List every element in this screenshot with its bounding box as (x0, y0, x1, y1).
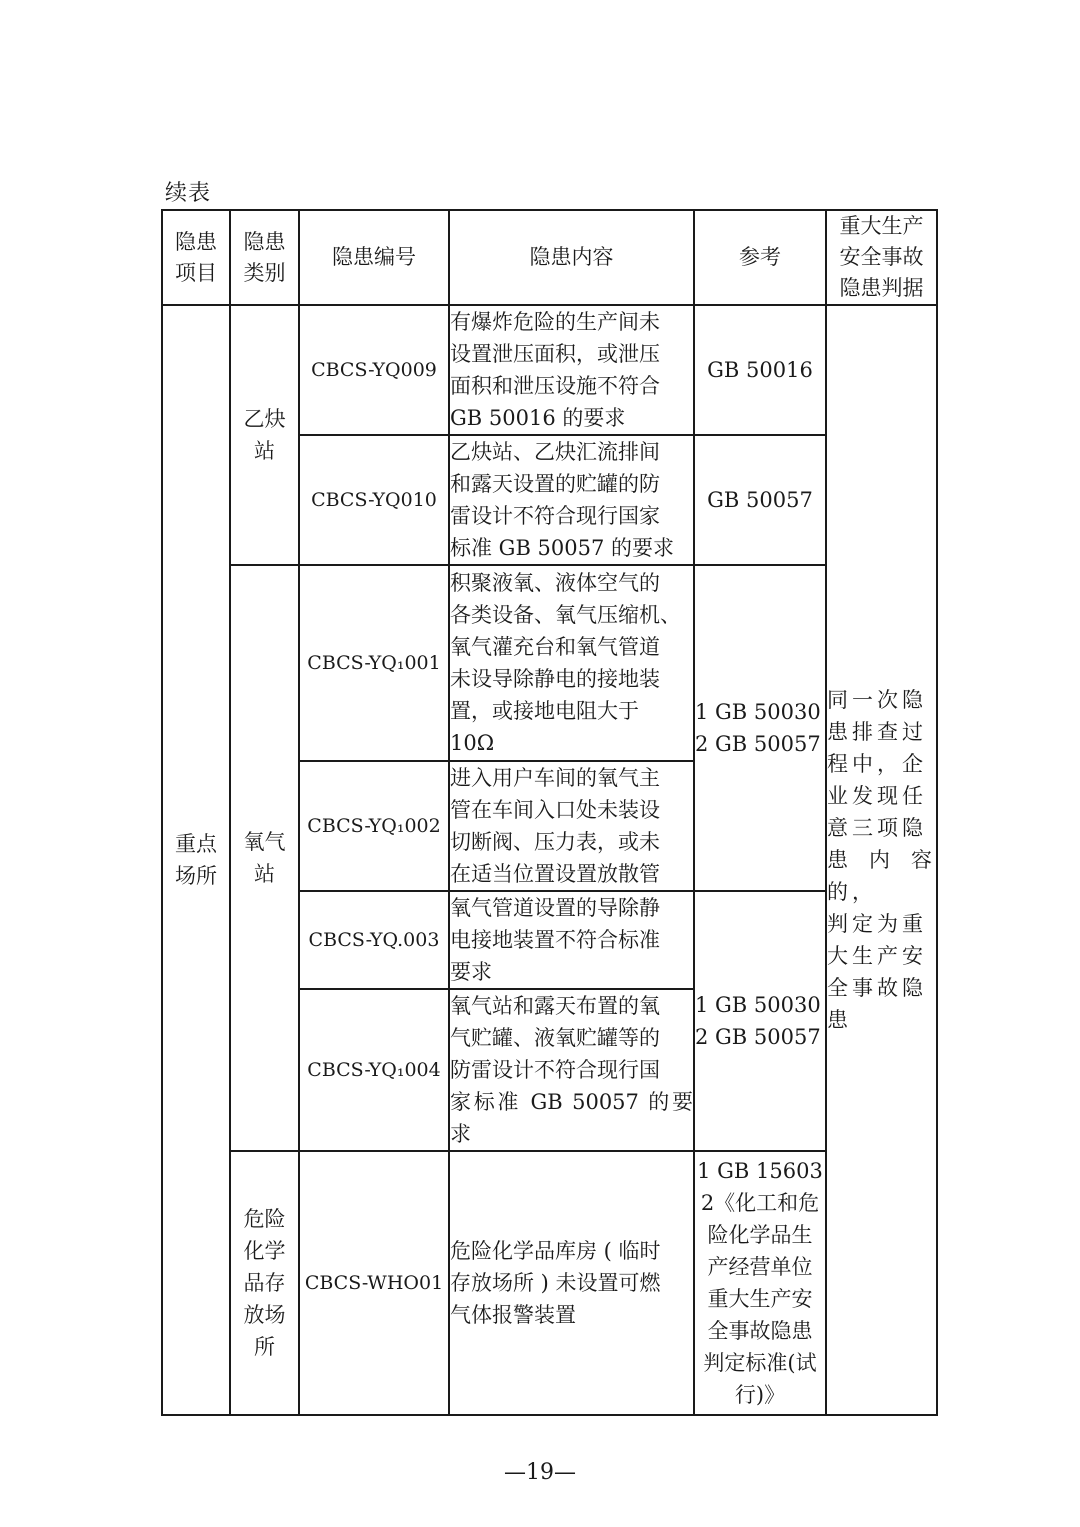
header-item-line: 隐患 (175, 229, 217, 254)
basis-line: 患内容的， (827, 848, 936, 904)
basis-line: 判定为重 (827, 912, 927, 936)
table-row (162, 305, 937, 435)
table-row (162, 1151, 937, 1415)
header-item (162, 210, 230, 305)
category-line: 所 (254, 1335, 275, 1359)
header-category-line: 隐患 (243, 229, 286, 254)
item-label-line: 场所 (175, 864, 217, 888)
table-caption: 续表 (165, 181, 212, 206)
content-line: 有爆炸危险的生产间未 (450, 310, 660, 334)
basis-line: 程中，企 (827, 752, 927, 776)
content-line: 防雷设计不符合现行国 (450, 1058, 660, 1082)
code-cell: CBCS-YQ.003 (299, 891, 449, 989)
basis-line: 同一次隐 (827, 688, 927, 712)
header-row (162, 210, 937, 305)
content-cell (449, 1151, 694, 1415)
header-reference: 参考 (694, 210, 826, 305)
reference-line: 行)》 (734, 1383, 786, 1407)
reference-line: 2 GB 50057 (695, 732, 821, 756)
basis-line: 患排查过 (827, 720, 927, 744)
basis-line: 患 (827, 1008, 852, 1032)
content-line: 各类设备、氧气压缩机、 (450, 603, 681, 627)
content-line: 面积和泄压设施不符合 (450, 374, 660, 398)
category-cell-acetylene (230, 305, 299, 565)
content-line: 进入用户车间的氧气主 (450, 766, 660, 790)
content-line: 10Ω (450, 731, 495, 755)
category-line: 站 (254, 862, 275, 886)
content-line: 气贮罐、液氧贮罐等的 (450, 1026, 660, 1050)
code-cell: CBCS-WHO01 (299, 1151, 449, 1415)
reference-cell: GB 50016 (694, 305, 826, 435)
reference-cell-hazchem (694, 1151, 826, 1415)
category-line: 化学 (243, 1239, 286, 1263)
content-line: 乙炔站、乙炔汇流排间 (450, 440, 660, 464)
code-cell: CBCS-YQ₁004 (299, 989, 449, 1151)
content-cell (449, 305, 694, 435)
content-line: 氧气灌充台和氧气管道 (450, 635, 660, 659)
reference-cell-group-a (694, 565, 826, 891)
header-content: 隐患内容 (449, 210, 694, 305)
content-line: 积聚液氧、液体空气的 (450, 571, 660, 595)
header-category (230, 210, 299, 305)
reference-cell: GB 50057 (694, 435, 826, 565)
content-line: 置，或接地电阻大于 (450, 699, 639, 723)
content-cell (449, 565, 694, 761)
item-cell (162, 305, 230, 1415)
content-line: 设置泄压面积，或泄压 (450, 342, 660, 366)
reference-line: 产经营单位 (707, 1255, 813, 1279)
content-line: 危险化学品库房 ( 临时 (450, 1239, 661, 1263)
content-cell (449, 891, 694, 989)
header-item-line: 项目 (175, 260, 217, 285)
content-line: 氧气站和露天布置的氧 (450, 994, 660, 1018)
page-number: —19— (504, 1460, 576, 1485)
basis-line: 意三项隐 (827, 816, 927, 840)
content-line: 要求 (450, 960, 492, 984)
content-line: 标准 GB 50057 的要求 (450, 536, 675, 560)
content-line: 氧气管道设置的导除静 (450, 896, 660, 920)
hazard-table (161, 209, 938, 1416)
content-cell (449, 989, 694, 1151)
header-basis-line: 隐患判据 (839, 276, 924, 300)
code-cell: CBCS-YQ₁002 (299, 761, 449, 891)
reference-line: 重大生产安 (707, 1287, 813, 1311)
header-code: 隐患编号 (299, 210, 449, 305)
code-cell: CBCS-YQ010 (299, 435, 449, 565)
category-line: 危险 (243, 1207, 286, 1231)
category-cell-oxygen (230, 565, 299, 1151)
header-category-line: 类别 (243, 260, 286, 285)
category-line: 站 (254, 439, 275, 463)
content-line: GB 50016 的要求 (450, 406, 626, 430)
reference-line: 2《化工和危 (700, 1191, 820, 1215)
content-line: 在适当位置设置放散管 (450, 862, 660, 886)
reference-line: 1 GB 50030 (695, 993, 821, 1017)
item-label-line: 重点 (175, 832, 217, 856)
category-line: 氧气 (243, 830, 286, 854)
basis-line: 全事故隐 (827, 976, 927, 1000)
category-line: 品存 (243, 1271, 286, 1295)
reference-line: 2 GB 50057 (695, 1025, 821, 1049)
basis-line: 业发现任 (827, 784, 927, 808)
content-line: 管在车间入口处未装设 (450, 798, 660, 822)
code-cell: CBCS-YQ₁001 (299, 565, 449, 761)
content-line: 气体报警装置 (450, 1303, 576, 1327)
reference-line: 判定标准(试 (703, 1351, 817, 1375)
header-basis-line: 安全事故 (839, 245, 924, 269)
content-line: 未设导除静电的接地装 (450, 667, 660, 691)
reference-line: 险化学品生 (707, 1223, 813, 1247)
basis-line: 大生产安 (827, 944, 927, 968)
content-cell (449, 761, 694, 891)
table-row (162, 565, 937, 761)
content-line: 电接地装置不符合标准 (450, 928, 660, 952)
header-basis (826, 210, 937, 305)
content-line: 存放场所 ) 未设置可燃 (450, 1271, 661, 1295)
code-cell: CBCS-YQ009 (299, 305, 449, 435)
content-cell (449, 435, 694, 565)
reference-line: 1 GB 15603 (697, 1159, 823, 1183)
reference-cell-group-b (694, 891, 826, 1151)
category-line: 乙炔 (243, 407, 286, 431)
category-cell-hazchem (230, 1151, 299, 1415)
content-line: 家标准 GB 50057 的要求 (450, 1090, 693, 1146)
basis-cell (826, 305, 937, 1415)
reference-line: 全事故隐患 (707, 1319, 813, 1343)
content-line: 雷设计不符合现行国家 (450, 504, 660, 528)
header-basis-line: 重大生产 (839, 214, 924, 238)
reference-line: 1 GB 50030 (695, 700, 821, 724)
category-line: 放场 (243, 1303, 286, 1327)
content-line: 和露天设置的贮罐的防 (450, 472, 660, 496)
content-line: 切断阀、压力表，或未 (450, 830, 660, 854)
